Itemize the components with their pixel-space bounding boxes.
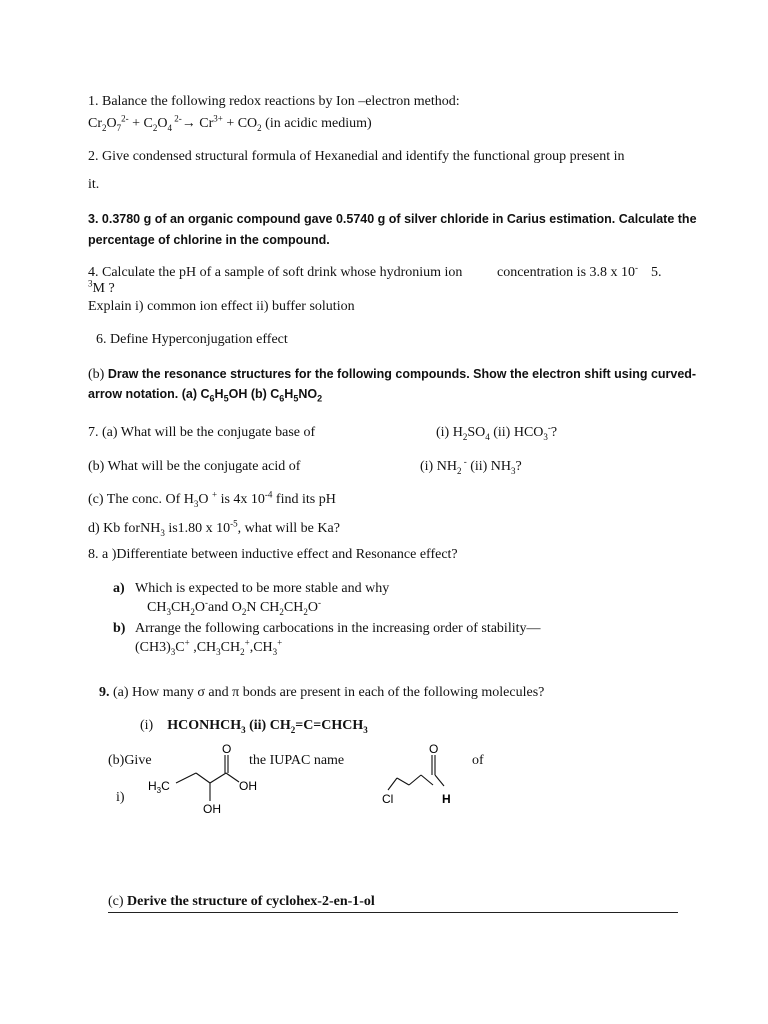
q1-text: 1. Balance the following redox reactions by Ion –electron method: (88, 94, 460, 109)
q4-text-a: 4. Calculate the pH of a sample of soft drink whose hydronium ion (88, 265, 463, 280)
mol1-oh-alcohol: OH (203, 802, 221, 816)
q7d-text: d) Kb forNH$_3$ is1.80 x $10^{-5}$, what will be Ka? (88, 518, 340, 538)
q9b-iupac: the IUPAC name (249, 753, 345, 768)
q6-text: 6. Define Hyperconjugation effect (96, 332, 288, 347)
bottom-rule (108, 912, 678, 913)
q8a-formulas: $CH_3CH_2O^-and$ $O_2N$ $CH_2CH_2O^-$ (147, 597, 321, 617)
q9a-molecules: (i) $HCONHCH_3$ (ii) $CH_2=C=CHCH_3$ (140, 718, 368, 735)
mol1-oh-acid: OH (239, 779, 257, 793)
q4-text-line2: $^3$M ? (88, 278, 115, 296)
q8a-label: a) (113, 581, 125, 596)
q7a-options: (i) $H_2SO_4$ (ii) $HCO_3^-$? (436, 422, 558, 442)
q4-text-b: concentration is 3.8 x 10- (497, 262, 639, 280)
mol2-o: O (429, 742, 439, 756)
q5-text: Explain i) common ion effect ii) buffer solution (88, 299, 355, 314)
q7c-text: (c) The conc. Of $H_3O$ + is 4x $10^{-4}$ find its pH (88, 489, 336, 509)
q8b-formulas: $(CH3)_3C^+$ $,CH_3CH_2^+,CH_3^+$ (135, 637, 283, 657)
molecule-1-structure (140, 740, 280, 820)
q7b-options: (i) $NH_2$ - (ii) $NH_3$? (420, 456, 522, 476)
q8-text: 8. a )Differentiate between inductive effect and Resonance effect? (88, 547, 458, 562)
q9-text: 9. (a) How many σ and π bonds are present in each of the following molecules? (99, 685, 545, 700)
q1-equation: $Cr_2O_7^{2-} + C_2O_4$ $^{2-}\to Cr^{3+} + CO_2$ (in acidic medium) (88, 113, 372, 133)
q2-text-line1: 2. Give condensed structural formula of Hexanedial and identify the functional group present in (88, 149, 625, 164)
reaction-arrow: → (181, 116, 196, 131)
q3-text-line1: 3. 0.3780 g of an organic compound gave 0.5740 g of silver chloride in Carius estimation. Calculate the (88, 212, 697, 226)
q9b-of: of (472, 753, 484, 768)
mol1-o: O (222, 742, 232, 756)
q8a-text: Which is expected to be more stable and why (135, 581, 390, 596)
q9b-give: (b)Give (108, 753, 152, 768)
q6b-text-line1: (b) Draw the resonance structures for the following compounds. Show the electron shift using curved- (88, 367, 697, 382)
q2-text-line2: it. (88, 177, 100, 192)
molecule-2-structure (376, 740, 476, 810)
q9c-text: (c) Derive the structure of cyclohex-2-en-1-ol (108, 894, 375, 909)
q8b-label: b) (113, 621, 126, 636)
mol2-h: H (442, 792, 451, 806)
mol1-h3c: $H_3C$ (148, 779, 170, 795)
q7a-text: 7. (a) What will be the conjugate base of (88, 425, 316, 440)
q7b-text: (b) What will be the conjugate acid of (88, 459, 301, 474)
q4-text-c: 5. (651, 265, 662, 280)
mol2-cl: Cl (382, 792, 394, 806)
q8b-text: Arrange the following carbocations in the increasing order of stability— (135, 621, 541, 636)
q9b-i-label: i) (116, 790, 125, 805)
q6b-text-line2: arrow notation. (a) $C_6H_5OH$ (b) $C_6H_5NO_2$ (88, 387, 323, 404)
q3-text-line2: percentage of chlorine in the compound. (88, 233, 330, 247)
